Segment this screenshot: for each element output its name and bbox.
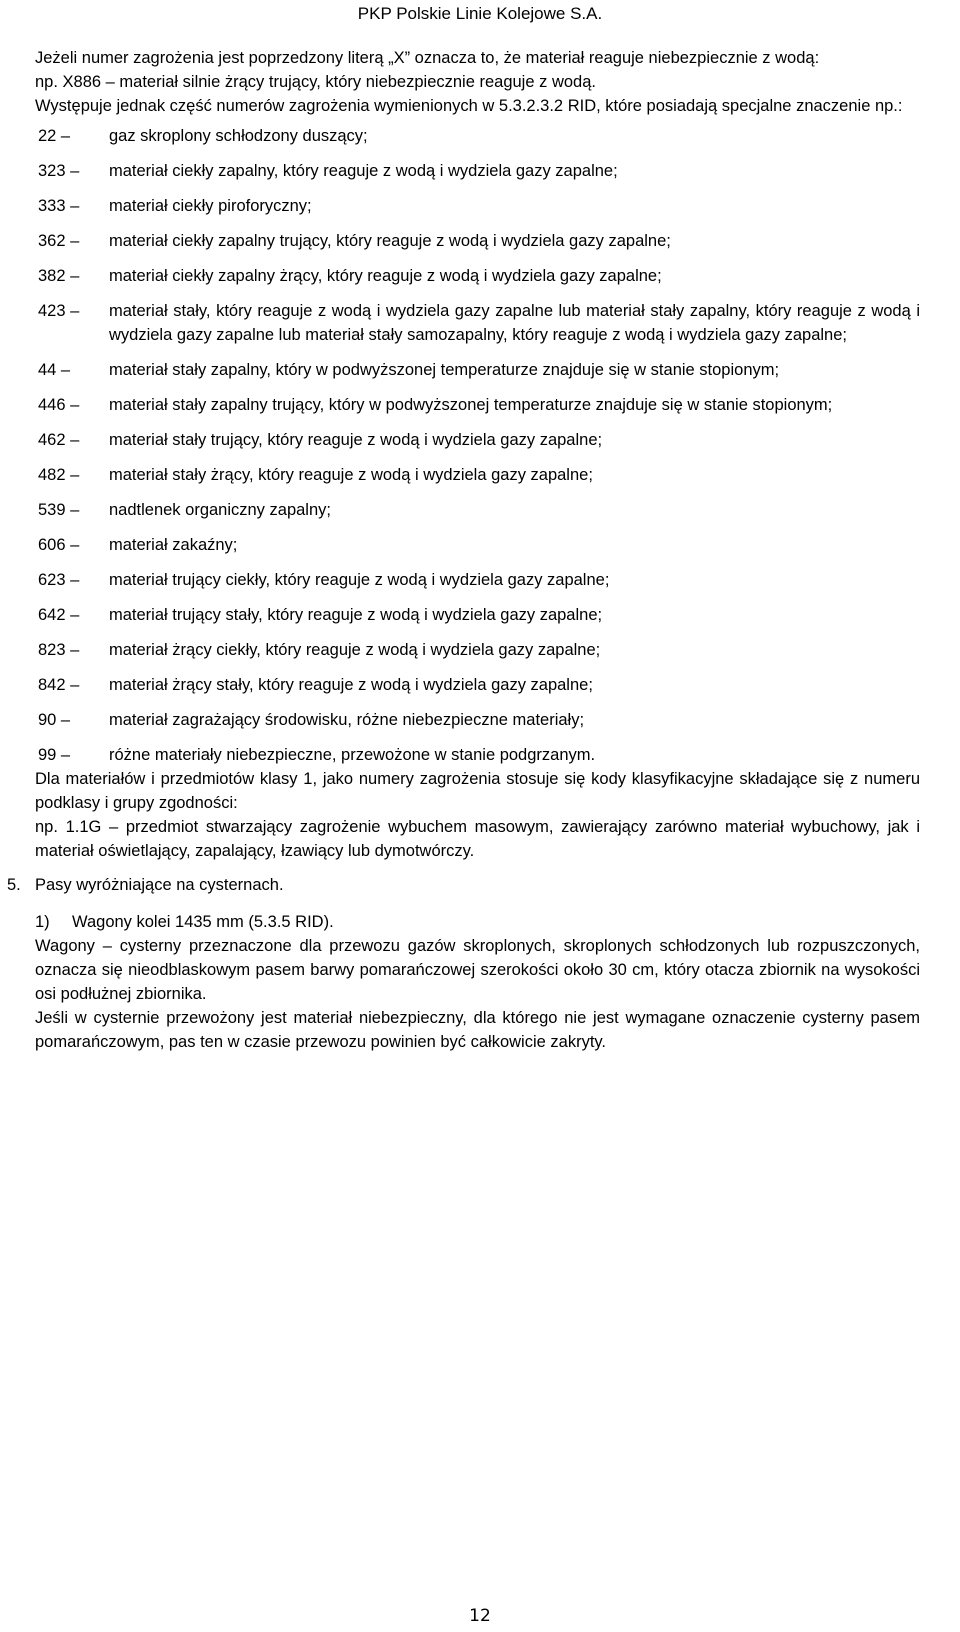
hazard-code-number: 623 – — [38, 571, 80, 589]
hazard-code-number: 382 – — [38, 267, 80, 285]
hazard-code-number: 606 – — [38, 536, 80, 554]
intro-special-paragraph: Występuje jednak część numerów zagrożenia wymienionych w 5.3.2.3.2 RID, które posiadają specjalne znaczenie np.: — [35, 97, 903, 115]
hazard-code-row — [35, 533, 920, 557]
hazard-code-description: materiał ciekły zapalny trujący, który reaguje z wodą i wydziela gazy zapalne; — [109, 232, 671, 250]
subsection-number: 1) — [35, 913, 50, 931]
hazard-code-number: 22 – — [38, 127, 71, 145]
hazard-code-description: materiał ciekły zapalny żrący, który reaguje z wodą i wydziela gazy zapalne; — [109, 267, 662, 285]
hazard-code-row — [35, 428, 920, 452]
hazard-code-description: materiał ciekły zapalny, który reaguje z wodą i wydziela gazy zapalne; — [109, 162, 618, 180]
hazard-code-row — [35, 498, 920, 522]
subsection-1-heading — [35, 910, 920, 934]
hazard-code-number: 642 – — [38, 606, 80, 624]
hazard-code-description: nadtlenek organiczny zapalny; — [109, 501, 331, 519]
hazard-code-row — [35, 393, 920, 417]
hazard-code-row — [35, 743, 920, 767]
hazard-code-number: 99 – — [38, 746, 71, 764]
hazard-code-row — [35, 159, 920, 183]
hazard-code-description: materiał stały zapalny, który w podwyższonej temperaturze znajduje się w stanie stopionym; — [109, 361, 780, 379]
hazard-code-description: materiał zakaźny; — [109, 536, 238, 554]
hazard-code-row — [35, 264, 920, 288]
hazard-code-number: 539 – — [38, 501, 80, 519]
hazard-code-row — [35, 358, 920, 382]
hazard-code-description: różne materiały niebezpieczne, przewożone w stanie podgrzanym. — [109, 746, 596, 764]
hazard-code-number: 423 – — [38, 302, 80, 320]
intro-paragraph: Jeżeli numer zagrożenia jest poprzedzony literą „X” oznacza to, że materiał reaguje niebezpiecznie z wodą: — [35, 49, 820, 67]
document-body — [7, 46, 920, 1054]
hazard-code-number: 446 – — [38, 396, 80, 414]
intro-example: np. X886 – materiał silnie żrący trujący, który niebezpiecznie reaguje z wodą. — [35, 73, 596, 91]
hazard-code-number: 333 – — [38, 197, 80, 215]
hazard-code-number: 842 – — [38, 676, 80, 694]
class1-paragraph: Dla materiałów i przedmiotów klasy 1, jako numery zagrożenia stosuje się kody klasyfikacyjne składające się z numeru podklasy i grupy zgodności: — [35, 770, 920, 812]
page-header: PKP Polskie Linie Kolejowe S.A. — [357, 4, 603, 23]
section-5-heading — [7, 873, 920, 897]
hazard-code-description: materiał stały trujący, który reaguje z wodą i wydziela gazy zapalne; — [109, 431, 603, 449]
hazard-code-row — [35, 603, 920, 627]
hazard-code-number: 462 – — [38, 431, 80, 449]
hazard-code-row — [35, 124, 920, 148]
hazard-code-row — [35, 463, 920, 487]
hazard-code-description: materiał trujący stały, który reaguje z wodą i wydziela gazy zapalne; — [109, 606, 603, 624]
subsection-title: Wagony kolei 1435 mm (5.3.5 RID). — [72, 913, 334, 931]
hazard-code-description: materiał trujący ciekły, który reaguje z wodą i wydziela gazy zapalne; — [109, 571, 610, 589]
hazard-code-row — [35, 638, 920, 662]
tank-wagon-paragraph: Wagony – cysterny przeznaczone dla przewozu gazów skroplonych, skroplonych schłodzonych lub rozpuszczonych, oznacza się nieodblaskowym pasem barwy pomarańczowej szerokości około 30 cm, który otacza zbiornik na wysokości osi podłużnej zbiornika. — [35, 937, 920, 1003]
hazard-code-row — [35, 194, 920, 218]
hazard-code-description: gaz skroplony schłodzony duszący; — [109, 127, 368, 145]
tank-covering-paragraph: Jeśli w cysternie przewożony jest materiał niebezpieczny, dla którego nie jest wymagane oznaczenie cysterny pasem pomarańczowym, pas ten w czasie przewozu powinien być całkowicie zakryty. — [35, 1009, 920, 1051]
hazard-code-row — [35, 708, 920, 732]
hazard-code-list — [35, 124, 920, 767]
hazard-code-description: materiał stały, który reaguje z wodą i wydziela gazy zapalne lub materiał stały zapalny, który reaguje z wodą i wydziela gazy zapalne lub materiał stały samozapalny, który reaguje z wodą i wydziela gazy zapalne; — [109, 302, 920, 344]
hazard-code-description: materiał żrący ciekły, który reaguje z wodą i wydziela gazy zapalne; — [109, 641, 601, 659]
hazard-code-description: materiał żrący stały, który reaguje z wodą i wydziela gazy zapalne; — [109, 676, 593, 694]
hazard-code-number: 362 – — [38, 232, 80, 250]
hazard-code-description: materiał stały zapalny trujący, który w podwyższonej temperaturze znajduje się w stanie stopionym; — [109, 396, 833, 414]
hazard-code-number: 323 – — [38, 162, 80, 180]
hazard-code-description: materiał ciekły piroforyczny; — [109, 197, 312, 215]
hazard-code-number: 44 – — [38, 361, 71, 379]
hazard-code-description: materiał stały żrący, który reaguje z wodą i wydziela gazy zapalne; — [109, 466, 593, 484]
hazard-code-row — [35, 568, 920, 592]
hazard-code-row — [35, 229, 920, 253]
class1-example: np. 1.1G – przedmiot stwarzający zagrożenie wybuchem masowym, zawierający zarówno materiał wybuchowy, jak i materiał oświetlający, zapalający, łzawiący lub dymotwórczy. — [35, 818, 920, 860]
hazard-code-number: 823 – — [38, 641, 80, 659]
page-number: 12 — [469, 1606, 491, 1626]
hazard-code-number: 482 – — [38, 466, 80, 484]
section-number: 5. — [7, 876, 21, 894]
hazard-code-description: materiał zagrażający środowisku, różne niebezpieczne materiały; — [109, 711, 585, 729]
hazard-code-row — [35, 673, 920, 697]
hazard-code-row — [35, 299, 920, 347]
hazard-code-number: 90 – — [38, 711, 71, 729]
section-title: Pasy wyróżniające na cysternach. — [35, 876, 284, 894]
